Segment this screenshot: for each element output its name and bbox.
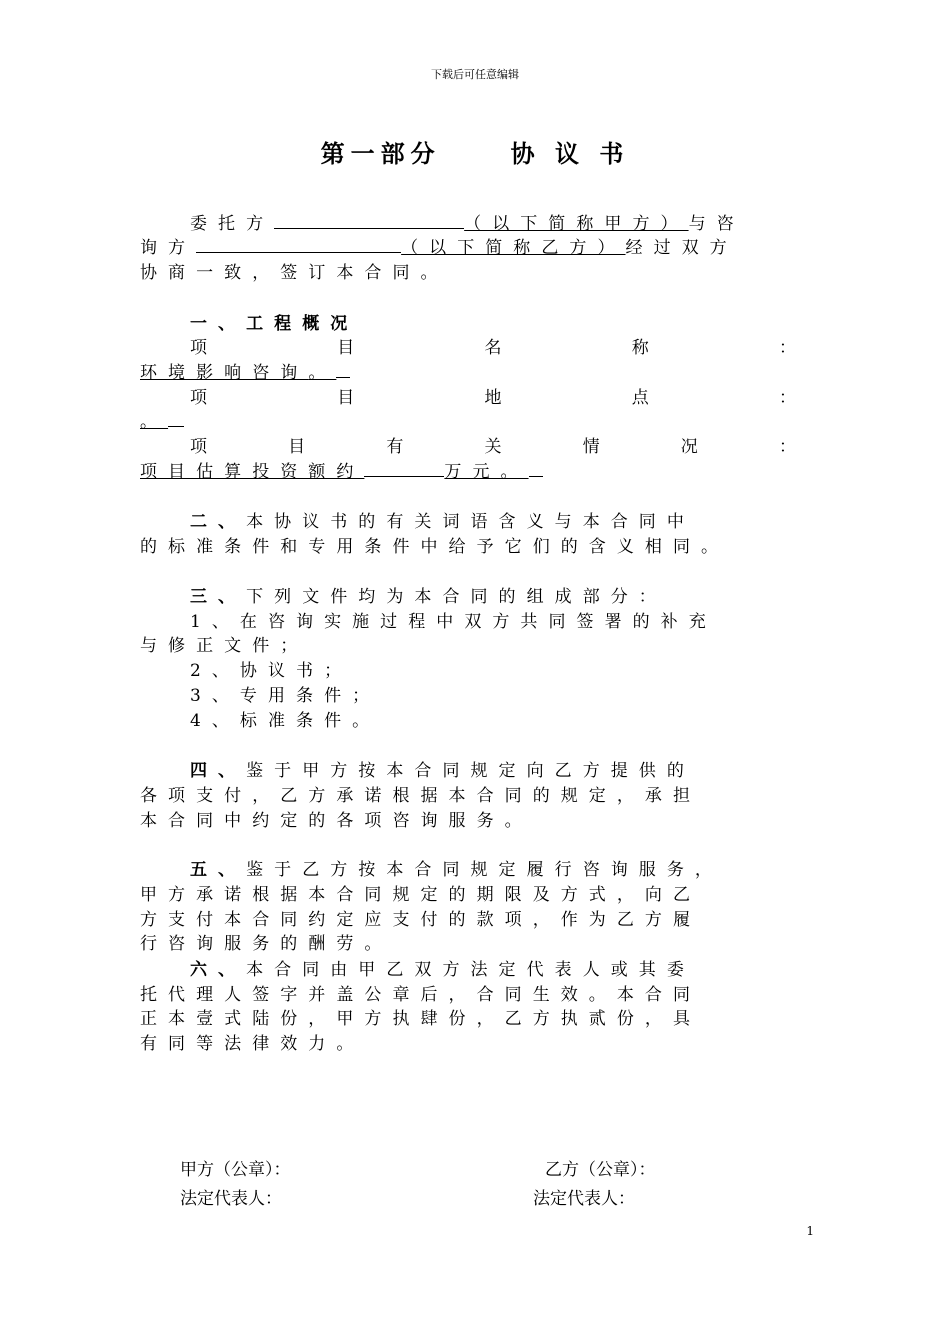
section-5-line-3: 方支付本合同约定应支付的款项，作为乙方履 (140, 910, 701, 930)
project-info-value: 项目估算投资额约 万元。 (140, 460, 796, 484)
intro-line-2: 询方 （以下简称乙方）经过双方 (140, 238, 738, 258)
section-3-item-4: 4、标准条件。 (190, 711, 381, 731)
section-5-line-4: 行咨询服务的酬劳。 (140, 934, 393, 954)
party-a-representative: 法定代表人： (180, 1189, 282, 1209)
title-part: 第一部分 (320, 139, 441, 168)
intro-line-3: 协商一致，签订本合同。 (140, 263, 449, 283)
project-site-label: 项 目 地 点 ： (190, 388, 796, 408)
document-title (0, 134, 950, 169)
section-3-line-1: 三、下列文件均为本合同的组成部分： (190, 587, 667, 607)
page-number: 1 (806, 1224, 814, 1238)
section-4-line-3: 本合同中约定的各项咨询服务。 (140, 811, 533, 831)
section-2-line-1: 二、本协议书的有关词语含义与本合同中 (190, 512, 695, 532)
section-5-line-2: 甲方承诺根据本合同规定的期限及方式，向乙 (140, 885, 701, 905)
section-1-heading: 一、工程概况 (190, 314, 359, 334)
project-site-value: 。 (140, 410, 796, 434)
party-b-representative: 法定代表人： (533, 1189, 635, 1209)
project-name-value: 环境影响咨询。 (140, 361, 796, 385)
page-header: 下载后可任意编辑 (431, 68, 519, 81)
party-b-seal: 乙方（公章）： (545, 1160, 656, 1180)
section-4-line-2: 各项支付，乙方承诺根据本合同的规定，承担 (140, 786, 701, 806)
section-6-line-3: 正本壹式陆份，甲方执肆份，乙方执贰份，具 (140, 1009, 701, 1029)
section-5-line-1: 五、鉴于乙方按本合同规定履行咨询服务， (190, 860, 723, 880)
section-6-line-1: 六、本合同由甲乙双方法定代表人或其委 (190, 960, 695, 980)
section-3-item-3: 3、专用条件； (190, 686, 381, 706)
section-3-item-1: 1、在咨询实施过程中双方共同签署的补充 (190, 612, 717, 632)
intro-line-1: 委托方 （以下简称甲方）与咨 (190, 214, 745, 234)
party-a-seal: 甲方（公章）： (180, 1160, 291, 1180)
project-info-label: 项 目 有 关 情 况 ： (190, 437, 796, 457)
project-name-label: 项 目 名 称 ： (190, 338, 796, 358)
section-6-line-2: 托代理人签字并盖公章后，合同生效。本合同 (140, 985, 701, 1005)
section-4-line-1: 四、鉴于甲方按本合同规定向乙方提供的 (190, 761, 695, 781)
title-name: 协 议 书 (510, 139, 630, 168)
section-2-line-2: 的标准条件和专用条件中给予它们的含义相同。 (140, 537, 730, 557)
section-6-line-4: 有同等法律效力。 (140, 1034, 365, 1054)
section-3-item-1-cont: 与修正文件； (140, 636, 309, 656)
section-3-item-2: 2、协议书； (190, 661, 353, 681)
